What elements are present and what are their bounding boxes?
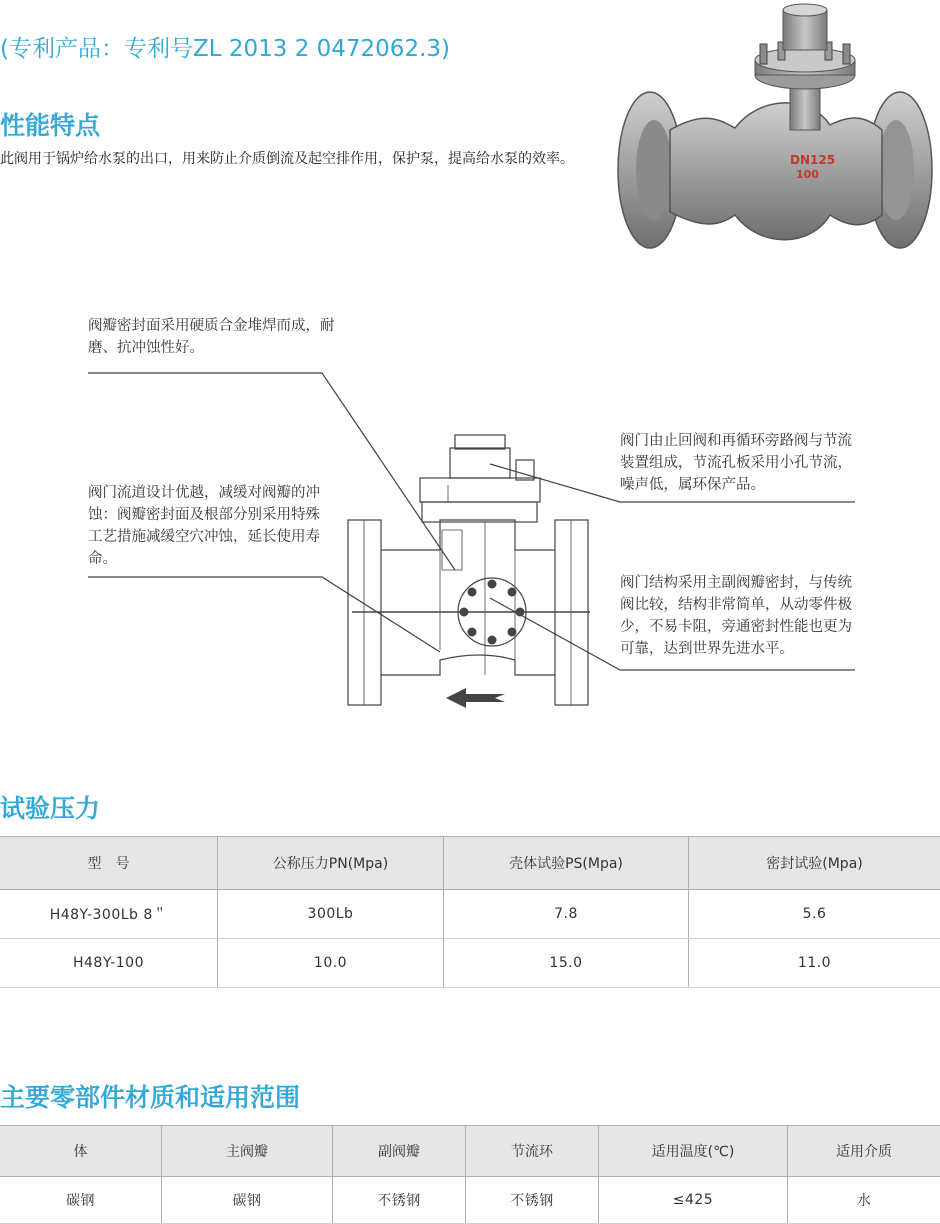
valve-photo: [610, 0, 940, 262]
materials-header-medium: 适用介质: [788, 1126, 940, 1177]
note-structure: 阀门结构采用主副阀瓣密封，与传统阀比较，结构非常简单，从动零件极少，不易卡阻，旁通密封性能也更为可靠，达到世界先进水平。: [620, 572, 860, 660]
table-cell: 碳钢: [162, 1177, 333, 1224]
table-cell: 水: [788, 1177, 940, 1224]
materials-header-temperature: 适用温度(℃): [599, 1126, 788, 1177]
table-cell: 不锈钢: [466, 1177, 599, 1224]
table-cell: H48Y-100: [0, 939, 218, 988]
note-bypass: 阀门由止回阀和再循环旁路阀与节流装置组成，节流孔板采用小孔节流，噪声低，属环保产品。: [620, 430, 860, 496]
note-flow-path: 阀门流道设计优越，减缓对阀瓣的冲蚀：阀瓣密封面及根部分别采用特殊工艺措施减缓空穴冲蚀，延长使用寿命。: [88, 482, 328, 570]
materials-header-aux-disc: 副阀瓣: [333, 1126, 466, 1177]
table-row: [0, 890, 940, 939]
features-description: 此阀用于锅炉给水泵的出口，用来防止介质倒流及起空排作用，保护泵，提高给水泵的效率。: [0, 148, 610, 168]
table-row: [0, 939, 940, 988]
note-seal-surface: 阀瓣密封面采用硬质合金堆焊而成，耐磨、抗冲蚀性好。: [88, 315, 338, 359]
pressure-header-model: 型 号: [0, 837, 218, 890]
table-cell: 10.0: [218, 939, 444, 988]
pressure-header-shell: 壳体试验PS(Mpa): [444, 837, 689, 890]
materials-header-main-disc: 主阀瓣: [162, 1126, 333, 1177]
materials-header-body: 体: [0, 1126, 162, 1177]
table-cell: 15.0: [444, 939, 689, 988]
materials-table: [0, 1125, 940, 1224]
pressure-header-seal: 密封试验(Mpa): [689, 837, 940, 890]
table-row: [0, 1177, 940, 1224]
materials-title: 主要零部件材质和适用范围: [0, 1078, 300, 1114]
pressure-header-nominal: 公称压力PN(Mpa): [218, 837, 444, 890]
photo-marking-pressure: 100: [796, 168, 819, 181]
patent-note: (专利产品：专利号ZL 2013 2 0472062.3): [0, 30, 600, 63]
table-cell: 11.0: [689, 939, 940, 988]
table-cell: 不锈钢: [333, 1177, 466, 1224]
table-cell: ≤425: [599, 1177, 788, 1224]
features-title: 性能特点: [0, 106, 100, 142]
materials-header-throttle-ring: 节流环: [466, 1126, 599, 1177]
photo-marking-size: DN125: [790, 153, 835, 167]
table-cell: 碳钢: [0, 1177, 162, 1224]
table-cell: H48Y-300Lb 8＂: [0, 890, 218, 939]
table-cell: 7.8: [444, 890, 689, 939]
table-cell: 300Lb: [218, 890, 444, 939]
pressure-title: 试验压力: [0, 789, 100, 825]
table-cell: 5.6: [689, 890, 940, 939]
pressure-table: [0, 836, 940, 988]
